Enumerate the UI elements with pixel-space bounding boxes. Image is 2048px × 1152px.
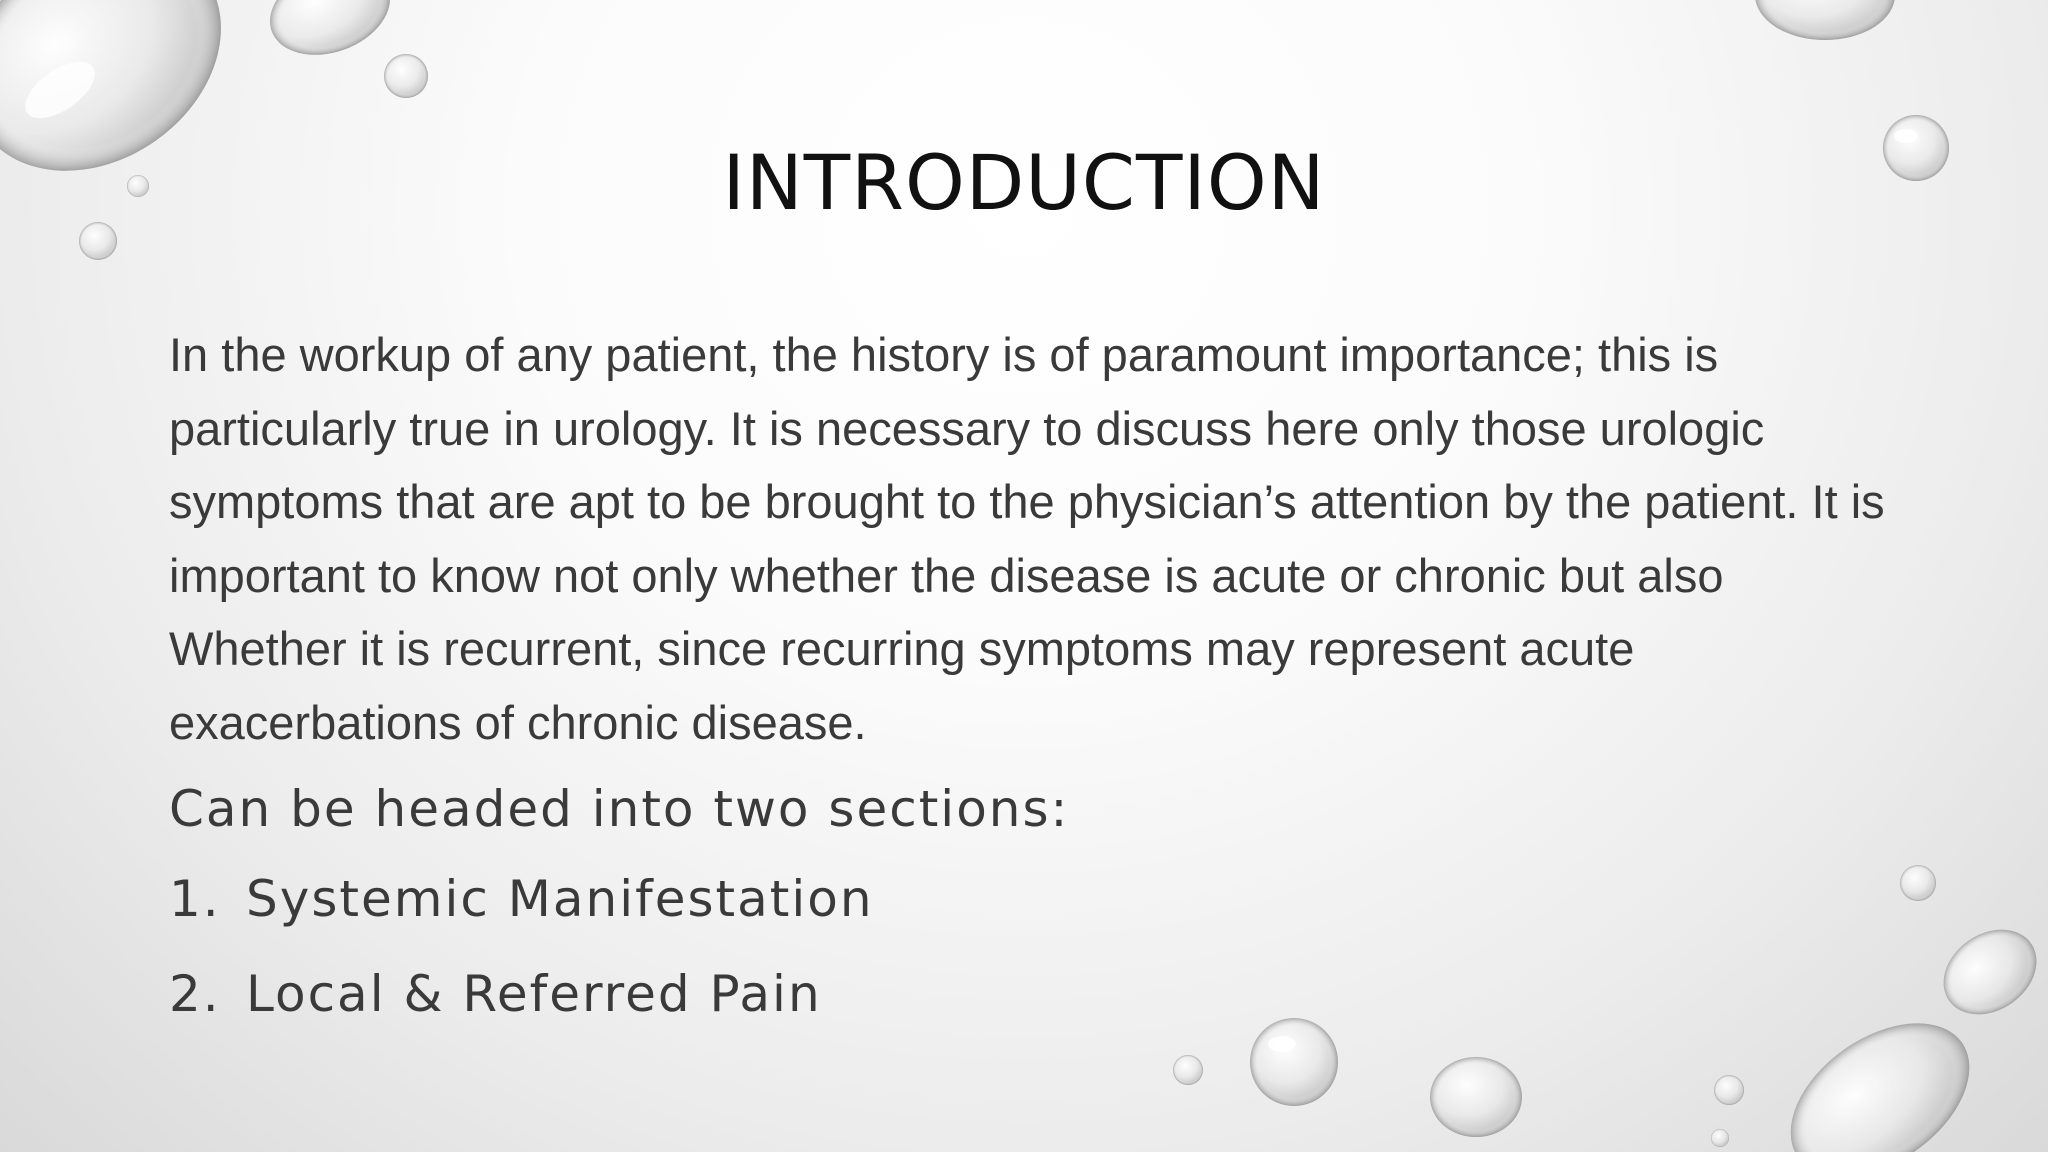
- list-item-label: Systemic Manifestation: [246, 870, 874, 928]
- list-item-number: 1.: [169, 870, 221, 928]
- list-item-label: Local & Referred Pain: [246, 965, 822, 1023]
- slide-title: INTRODUCTION: [722, 138, 1326, 227]
- droplet-bottom-right-5: [1711, 1129, 1729, 1147]
- droplet-top-left-2: [257, 0, 402, 71]
- sections-intro: Can be headed into two sections:: [169, 780, 1070, 838]
- list-item-number: 2.: [169, 965, 221, 1023]
- droplet-bottom-right-1: [1900, 865, 1936, 901]
- droplet-top-left-5: [79, 222, 117, 260]
- droplet-bottom-right-3: [1763, 992, 1998, 1152]
- droplet-bottom-right-4: [1714, 1075, 1744, 1105]
- intro-paragraph: In the workup of any patient, the history is of paramount importance; this is particularly true in urology. It is necessary to discuss here only those urologic symptoms that are apt to be brought to the physician’s attention by the patient. It is important to know not only whether the disease is acute or chronic but also Whether it is recurrent, since recurring symptoms may represent acute exacerbations of chronic disease.: [169, 328, 1885, 749]
- droplet-bottom-right-2: [1927, 912, 2048, 1032]
- droplet-bottom-center-1: [1250, 1018, 1338, 1106]
- droplet-bottom-center-2: [1173, 1055, 1203, 1085]
- droplet-top-right-1: [1755, 0, 1895, 40]
- droplet-top-left-3: [384, 54, 428, 98]
- sections-list: [169, 870, 874, 1060]
- droplet-bottom-center-3: [1430, 1057, 1522, 1137]
- list-item: [169, 870, 874, 965]
- list-item: [169, 965, 874, 1060]
